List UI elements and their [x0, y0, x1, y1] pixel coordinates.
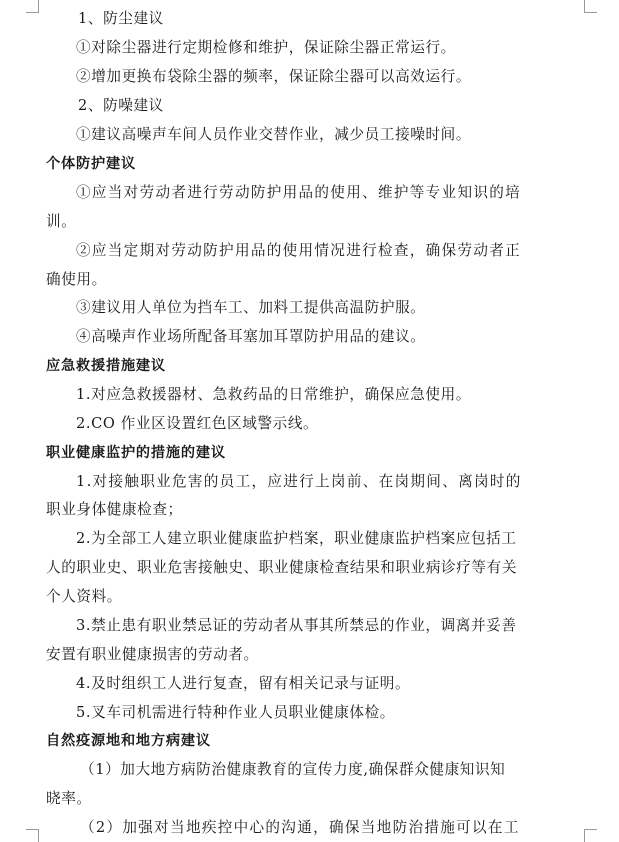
page-corner-mark-top-left [26, 0, 39, 13]
paragraph-line: 确使用。 [46, 271, 107, 288]
heading-health-monitoring: 职业健康监护的措施的建议 [46, 445, 226, 461]
paragraph-line: ①建议高噪声车间人员作业交替作业，减少员工接噪时间。 [76, 126, 472, 143]
paragraph-line: 安置有职业健康损害的劳动者。 [46, 646, 259, 663]
paragraph-line: 5.叉车司机需进行特种作业人员职业健康体检。 [76, 704, 396, 721]
page-corner-mark-bottom-right [584, 829, 597, 842]
paragraph-line: 训。 [46, 213, 77, 230]
paragraph-line: 1.对应急救援器材、急救药品的日常维护，确保应急使用。 [76, 386, 471, 403]
paragraph-line: ①对除尘器进行定期检修和维护，保证除尘器正常运行。 [76, 39, 456, 56]
paragraph-line: （2）加强对当地疾控中心的沟通，确保当地防治措施可以在工 [80, 819, 520, 836]
paragraph-line: ②增加更换布袋除尘器的频率，保证除尘器可以高效运行。 [76, 68, 472, 85]
paragraph-line: ②应当定期对劳动防护用品的使用情况进行检查，确保劳动者正 [76, 242, 522, 259]
paragraph-line: 1.对接触职业危害的员工，应进行上岗前、在岗期间、离岗时的 [76, 473, 522, 490]
page-corner-mark-top-right [584, 0, 597, 13]
paragraph-line: 4.及时组织工人进行复查，留有相关记录与证明。 [76, 675, 411, 692]
page-corner-mark-bottom-left [26, 829, 39, 842]
paragraph-line: ④高噪声作业场所配备耳塞加耳罩防护用品的建议。 [76, 328, 426, 345]
paragraph-line: 职业身体健康检查； [46, 501, 183, 518]
paragraph-line: ①应当对劳动者进行劳动防护用品的使用、维护等专业知识的培 [76, 184, 522, 201]
paragraph-line: 2.CO 作业区设置红色区域警示线。 [76, 415, 319, 432]
subheading-noise-prevention: 2、防噪建议 [78, 97, 164, 114]
paragraph-line: 人的职业史、职业危害接触史、职业健康检查结果和职业病诊疗等有关 [46, 559, 518, 576]
paragraph-line: 个人资料。 [46, 588, 122, 605]
subheading-dust-prevention: 1、防尘建议 [78, 10, 164, 27]
heading-personal-protection: 个体防护建议 [46, 156, 136, 172]
heading-natural-epidemic-foci: 自然疫源地和地方病建议 [46, 733, 211, 749]
heading-emergency-rescue: 应急救援措施建议 [46, 358, 166, 374]
paragraph-line: 晓率。 [46, 790, 92, 807]
paragraph-line: 2.为全部工人建立职业健康监护档案，职业健康监护档案应包括工 [76, 530, 517, 547]
paragraph-line: （1）加大地方病防治健康教育的宣传力度,确保群众健康知识知 [80, 761, 506, 778]
paragraph-line: ③建议用人单位为挡车工、加料工提供高温防护服。 [76, 299, 426, 316]
paragraph-line: 3.禁止患有职业禁忌证的劳动者从事其所禁忌的作业，调离并妥善 [76, 617, 517, 634]
